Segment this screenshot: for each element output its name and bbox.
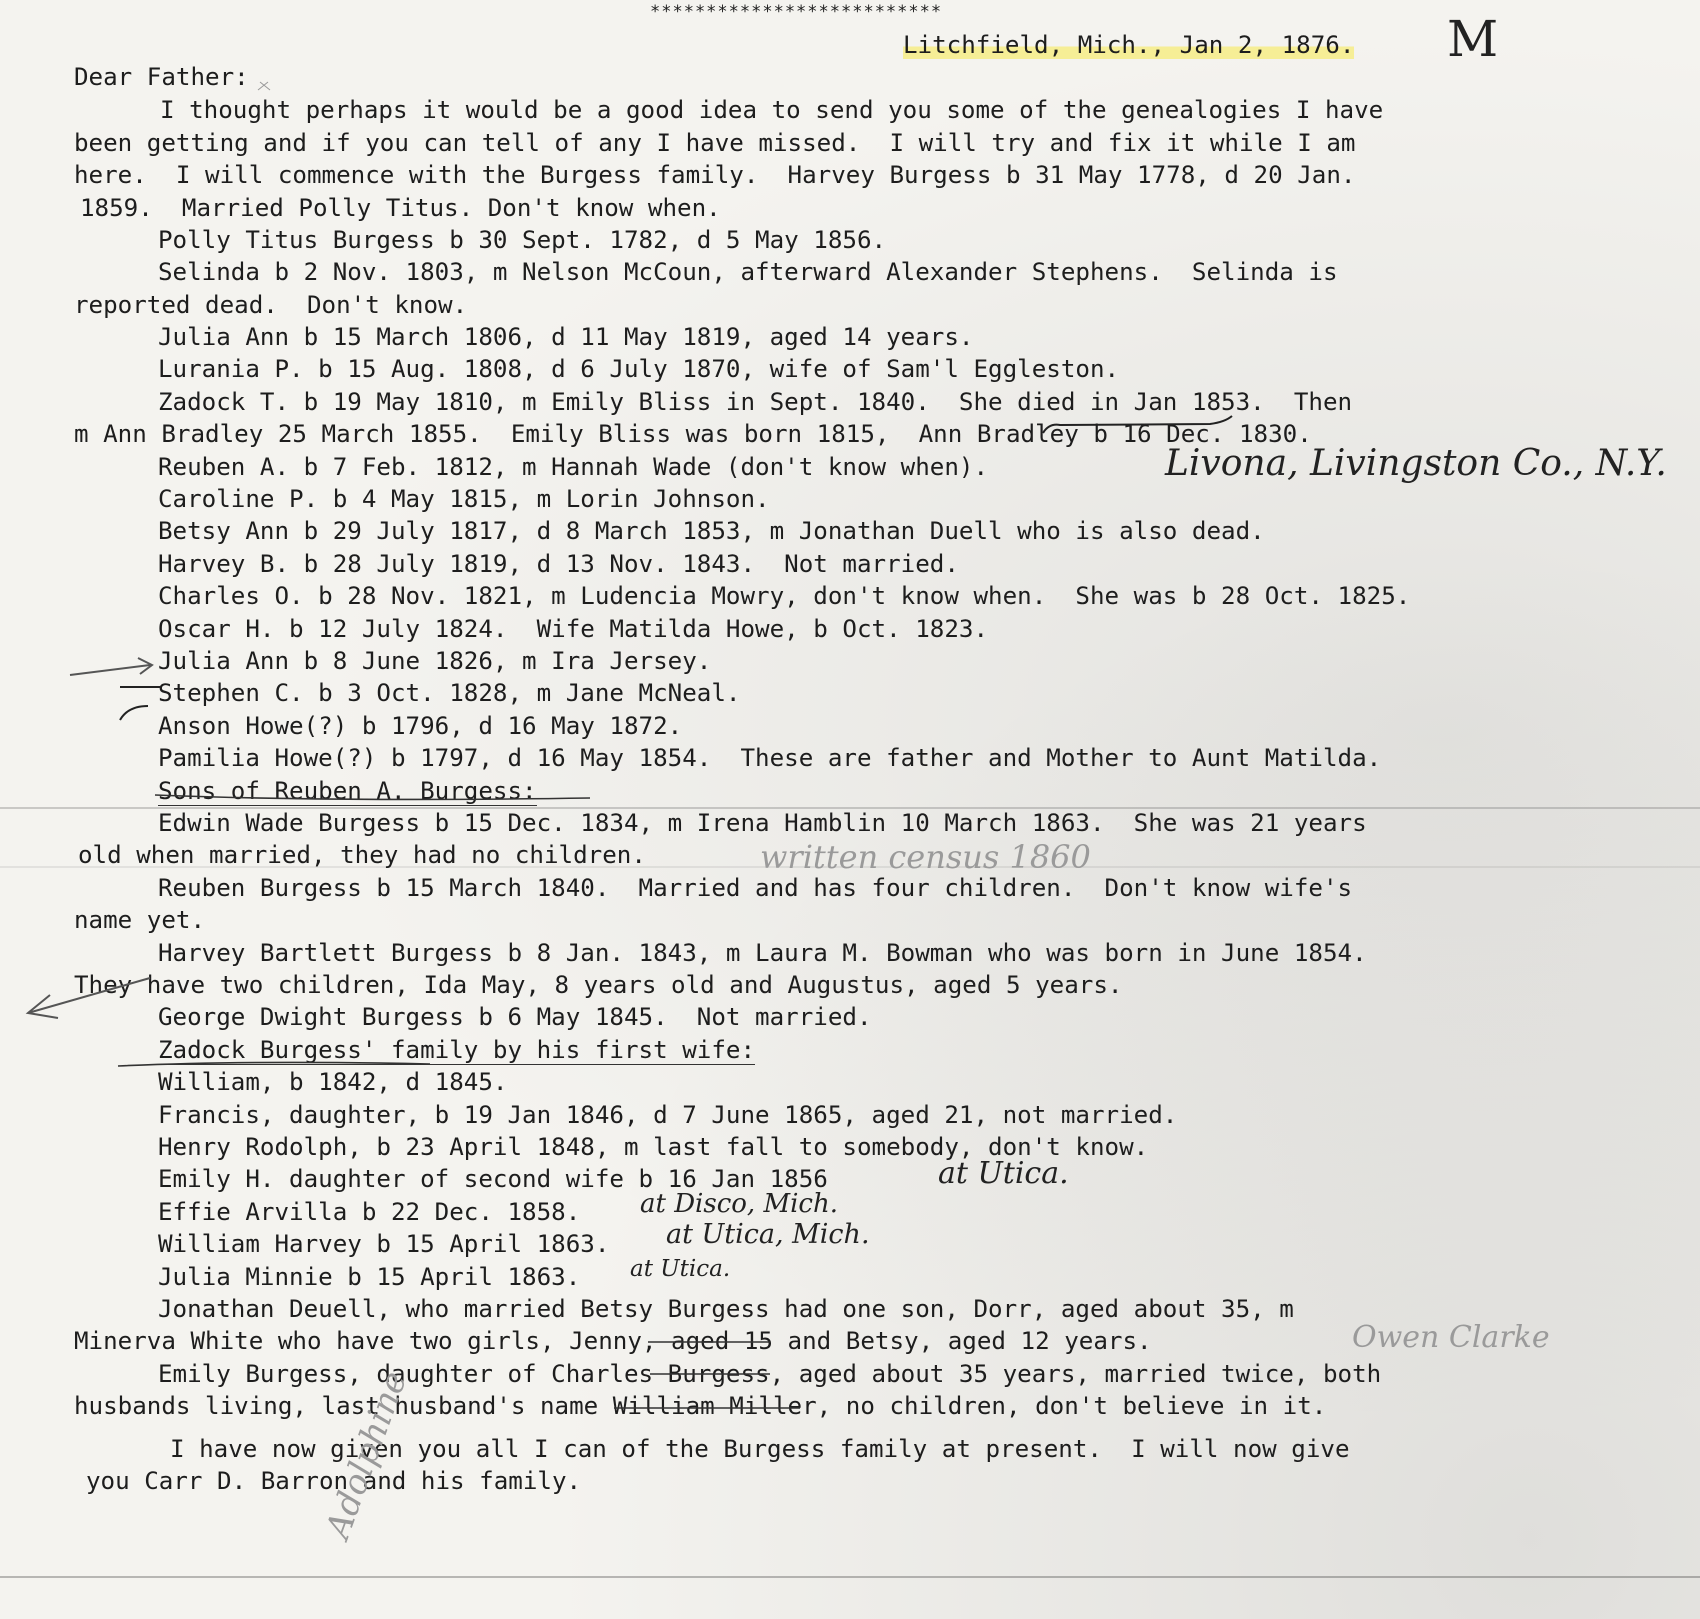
letter-line: old when married, they had no children. (78, 841, 646, 869)
letter-line: Emily Burgess, daughter of Charles Burgess, aged about 35 years, married twice, both (158, 1360, 1382, 1388)
letter-line: William, b 1842, d 1845. (158, 1068, 508, 1096)
letter-line: Lurania P. b 15 Aug. 1808, d 6 July 1870, wife of Sam'l Eggleston. (158, 355, 1120, 383)
letter-line: Polly Titus Burgess b 30 Sept. 1782, d 5 May 1856. (158, 226, 887, 254)
letter-line: I thought perhaps it would be a good idea to send you some of the genealogies I have (160, 96, 1384, 124)
letter-line: husbands living, last husband's name William Miller, no children, don't believe in it. (74, 1392, 1327, 1420)
letter-line: They have two children, Ida May, 8 years old and Augustus, aged 5 years. (74, 971, 1123, 999)
letter-line: reported dead. Don't know. (74, 291, 468, 319)
section-heading: Zadock Burgess' family by his first wife: (158, 1036, 756, 1064)
handwritten-at-disco: at Disco, Mich. (640, 1189, 838, 1219)
greeting: Dear Father: (74, 63, 249, 91)
handwritten-census-note: written census 1860 (760, 838, 1091, 876)
left-arrow-mark (28, 978, 150, 1013)
handwritten-bottom-note: Adolphine (318, 1366, 416, 1544)
place-date: Litchfield, Mich., Jan 2, 1876. (903, 31, 1355, 59)
letter-line: 1859. Married Polly Titus. Don't know when. (80, 194, 721, 222)
letter-line: Charles O. b 28 Nov. 1821, m Ludencia Mowry, don't know when. She was b 28 Oct. 1825. (158, 582, 1411, 610)
letter-line: Stephen C. b 3 Oct. 1828, m Jane McNeal. (158, 679, 741, 707)
letter-line: Emily H. daughter of second wife b 16 Jan 1856 (158, 1165, 828, 1193)
letter-line: Harvey B. b 28 July 1819, d 13 Nov. 1843. Not married. (158, 550, 959, 578)
letter-line: Julia Minnie b 15 April 1863. (158, 1263, 581, 1291)
letter-line: Zadock T. b 19 May 1810, m Emily Bliss in Sept. 1840. She died in Jan 1853. Then (158, 388, 1353, 416)
underline-mark (118, 1062, 430, 1066)
letter-line: you Carr D. Barron and his family. (86, 1467, 582, 1495)
section-heading: Sons of Reuben A. Burgess: (158, 777, 537, 805)
letter-line: here. I will commence with the Burgess family. Harvey Burgess b 31 May 1778, d 20 Jan. (74, 161, 1356, 189)
letter-line: Selinda b 2 Nov. 1803, m Nelson McCoun, afterward Alexander Stephens. Selinda is (158, 258, 1338, 286)
letter-line: Caroline P. b 4 May 1815, m Lorin Johnson. (158, 485, 770, 513)
letter-line: Reuben Burgess b 15 March 1840. Married and has four children. Don't know wife's (158, 874, 1353, 902)
separator-stars: ************************** (650, 2, 943, 22)
bracket-mark (120, 706, 148, 720)
letter-line: Reuben A. b 7 Feb. 1812, m Hannah Wade (don't know when). (158, 453, 989, 481)
handwritten-owen-clarke: Owen Clarke (1352, 1320, 1550, 1355)
arrow-mark (70, 665, 150, 675)
letter-line: name yet. (74, 906, 206, 934)
handwritten-at-utica-mich: at Utica, Mich. (666, 1219, 870, 1250)
handwritten-at-utica-2: at Utica. (630, 1256, 731, 1282)
letter-line: Oscar H. b 12 July 1824. Wife Matilda Howe, b Oct. 1823. (158, 615, 989, 643)
letter-line: been getting and if you can tell of any I have missed. I will try and fix it while I am (74, 129, 1356, 157)
letter-line: Anson Howe(?) b 1796, d 16 May 1872. (158, 712, 683, 740)
letter-line: George Dwight Burgess b 6 May 1845. Not married. (158, 1003, 872, 1031)
letter-line: I have now given you all I can of the Burgess family at present. I will now give (170, 1435, 1350, 1463)
handwritten-livona: Livona, Livingston Co., N.Y. (1165, 443, 1667, 484)
letter-line: m Ann Bradley 25 March 1855. Emily Bliss was born 1815, Ann Bradley b 16 Dec. 1830. (74, 420, 1312, 448)
underline-mark (1043, 416, 1232, 433)
letter-line: Francis, daughter, b 19 Jan 1846, d 7 June 1865, aged 21, not married. (158, 1101, 1178, 1129)
letter-line: Jonathan Deuell, who married Betsy Burgess had one son, Dorr, aged about 35, m (158, 1295, 1294, 1323)
stray-mark (258, 82, 270, 90)
page-edge (0, 1576, 1700, 1578)
letter-line: Effie Arvilla b 22 Dec. 1858. (158, 1198, 581, 1226)
letter-line: Harvey Bartlett Burgess b 8 Jan. 1843, m Laura M. Bowman who was born in June 1854. (158, 939, 1367, 967)
underline-mark (155, 795, 590, 799)
letter-line: Minerva White who have two girls, Jenny, aged 15 and Betsy, aged 12 years. (74, 1327, 1152, 1355)
letter-line: Julia Ann b 8 June 1826, m Ira Jersey. (158, 647, 712, 675)
letter-line: Henry Rodolph, b 23 April 1848, m last fall to somebody, don't know. (158, 1133, 1149, 1161)
letter-line: Edwin Wade Burgess b 15 Dec. 1834, m Irena Hamblin 10 March 1863. She was 21 years (158, 809, 1367, 837)
letter-line: Pamilia Howe(?) b 1797, d 16 May 1854. These are father and Mother to Aunt Matilda. (158, 744, 1382, 772)
handwritten-at-utica: at Utica. (938, 1156, 1069, 1191)
corner-mark: M (1447, 10, 1499, 68)
letter-line: William Harvey b 15 April 1863. (158, 1230, 610, 1258)
letter-line: Betsy Ann b 29 July 1817, d 8 March 1853, m Jonathan Duell who is also dead. (158, 517, 1265, 545)
letter-line: Julia Ann b 15 March 1806, d 11 May 1819, aged 14 years. (158, 323, 974, 351)
